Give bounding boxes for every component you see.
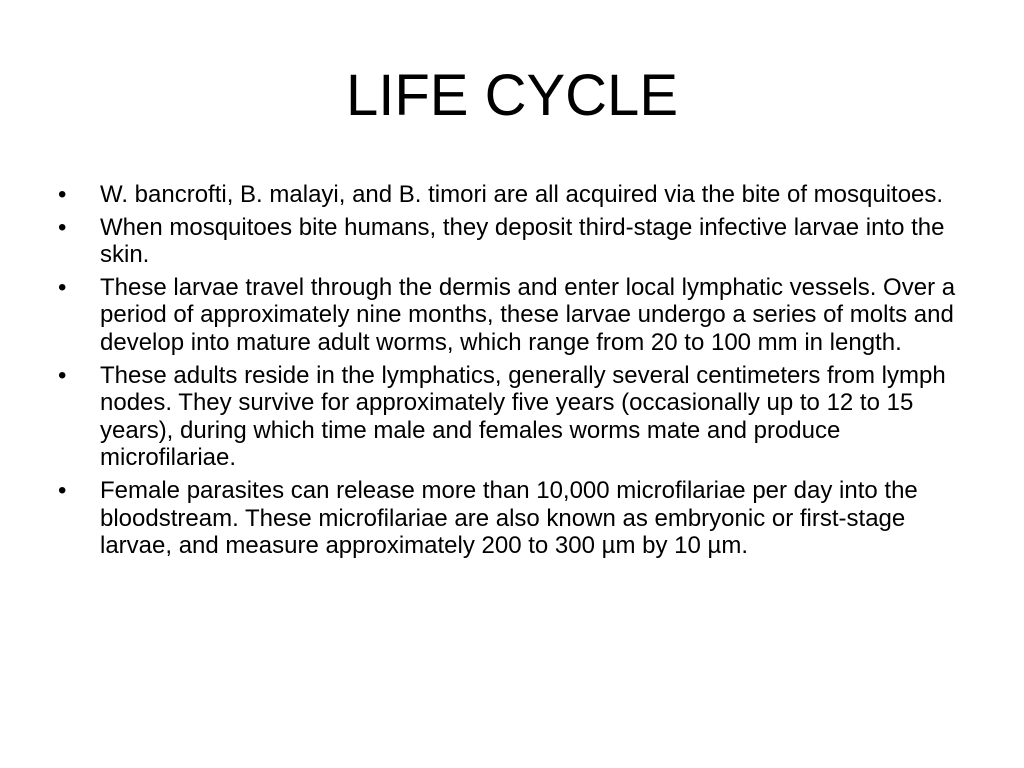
bullet-text: These larvae travel through the dermis and enter local lymphatic vessels. Over a period of approximately nine months, these larvae undergo a series of molts and develop into mature adult worms, which range from 20 to 100 mm in length.	[100, 273, 956, 356]
bullet-icon: •	[58, 181, 67, 208]
bullet-item	[58, 477, 968, 560]
bullet-item	[58, 362, 968, 472]
bullet-icon: •	[58, 213, 67, 241]
slide-title: LIFE CYCLE	[346, 63, 678, 128]
bullet-item	[58, 274, 968, 357]
bullet-text: These adults reside in the lymphatics, generally several centimeters from lymph nodes. They survive for approximately five years (occasionally up to 12 to 15 years), during which time male and females worms mate and produce microfilariae.	[100, 361, 946, 472]
bullet-icon: •	[58, 361, 67, 389]
bullet-item	[58, 214, 968, 269]
bullet-text: Female parasites can release more than 10,000 microfilariae per day into the bloodstream. These microfilariae are also known as embryonic or first-stage larvae, and measure approximately 200 to 300 µm by 10 µm.	[100, 476, 918, 560]
bullet-item	[58, 181, 968, 209]
bullet-text: When mosquitoes bite humans, they deposit third-stage infective larvae into the skin.	[100, 213, 945, 269]
bullet-icon: •	[58, 273, 67, 301]
bullet-list	[58, 181, 968, 565]
bullet-text: W. bancrofti, B. malayi, and B. timori are all acquired via the bite of mosquitoes.	[100, 181, 944, 208]
bullet-icon: •	[58, 476, 67, 504]
